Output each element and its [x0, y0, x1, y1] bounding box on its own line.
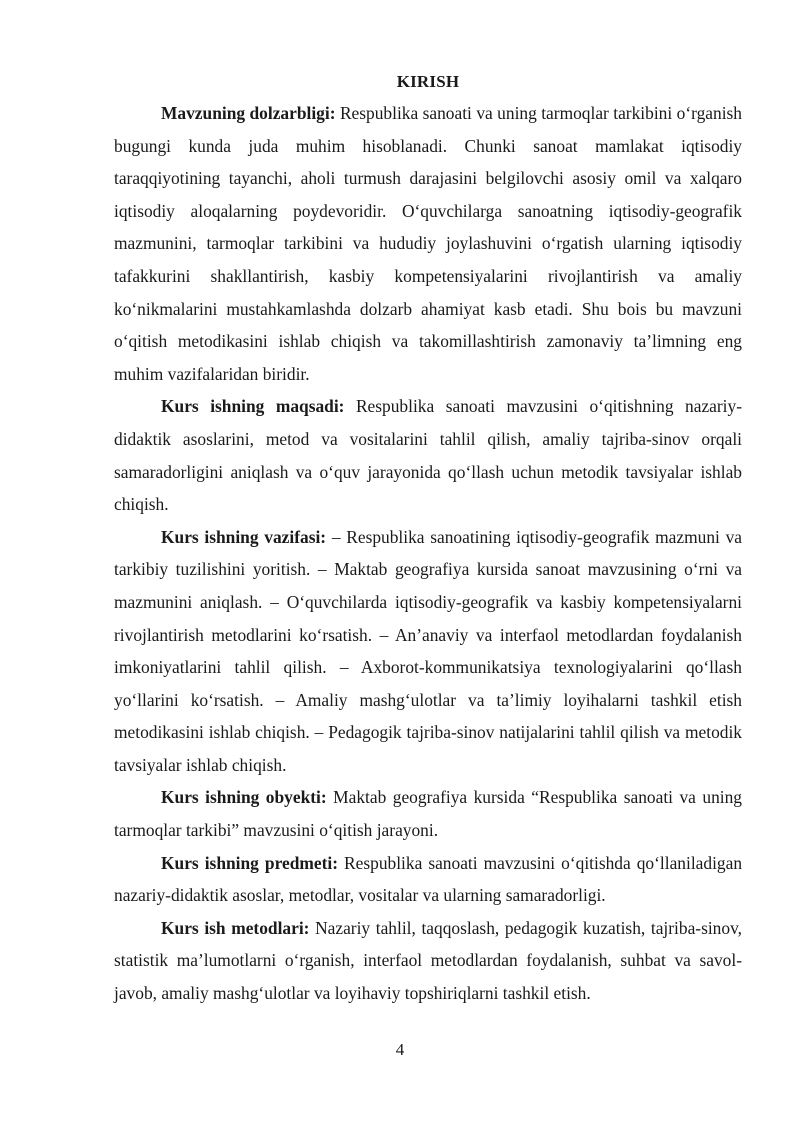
paragraph-label: Kurs ishning vazifasi: — [161, 526, 327, 547]
paragraph-text: Maktab geografiya kursida “Respublika sanoati va uning tarmoqlar tarkibi” mavzusini o‘qitish jarayoni. — [114, 787, 743, 841]
section-heading: KIRISH — [396, 72, 460, 91]
paragraph-goal — [114, 390, 742, 520]
paragraph-tasks — [114, 521, 742, 782]
paragraph-label: Kurs ish metodlari: — [161, 917, 310, 938]
document-page — [114, 72, 742, 1010]
page-number: 4 — [395, 1040, 405, 1059]
paragraph-text: Nazariy tahlil, taqqoslash, pedagogik kuzatish, tajriba-sinov, statistik ma’lumotlarni o‘rganish, interfaol metodlardan foydalanish, suhbat va savol-javob, amaliy mashg‘ulotlar va loyihaviy topshiriqlarni tashkil etish. — [114, 917, 742, 1004]
paragraph-text: Respublika sanoati mavzusini o‘qitishning nazariy-didaktik asoslarini, metod va vositalarini tahlil qilish, amaliy tajriba-sinov orqali samaradorligini aniqlash va o‘quv jarayonida qo‘llash uchun metodik tavsiyalar ishlab chiqish. — [114, 396, 742, 515]
paragraph-label: Kurs ishning obyekti: — [161, 787, 327, 808]
paragraph-text: Respublika sanoati va uning tarmoqlar tarkibini o‘rganish bugungi kunda juda muhim hisoblanadi. Chunki sanoat mamlakat iqtisodiy taraqqiyotining tayanchi, aholi turmush darajasini belgilovchi asosiy omil va xalqaro iqtisodiy aloqalarning poydevoridir. O‘quvchilarga sanoatning iqtisodiy-geografik mazmunini, tarmoqlar tarkibini va hududiy joylashuvini o‘rgatish ularning iqtisodiy tafakkurini shakllantirish, kasbiy kompetensiyalarini rivojlantirish va amaliy ko‘nikmalarini mustahkamlashda dolzarb ahamiyat kasb etadi. Shu bois bu mavzuni o‘qitish metodikasini ishlab chiqish va takomillashtirish zamonaviy ta’limning eng muhim vazifalaridan biridir. — [114, 103, 742, 384]
paragraph-object — [114, 781, 742, 846]
paragraph-text: Respublika sanoati mavzusini o‘qitishda qo‘llaniladigan nazariy-didaktik asoslar, metodlar, vositalar va ularning samaradorligi. — [114, 852, 743, 906]
paragraph-subject — [114, 847, 742, 912]
paragraph-text: – Respublika sanoatining iqtisodiy-geografik mazmuni va tarkibiy tuzilishini yoritish. – Maktab geografiya kursida sanoat mavzusining o‘rni va mazmunini aniqlash. – O‘quvchilarda iqtisodiy-geografik va kasbiy kompetensiyalarni rivojlantirish metodlarini ko‘rsatish. – An’anaviy va interfaol metodlardan foydalanish imkoniyatlarini tahlil qilish. – Axborot-kommunikatsiya texnologiyalarini qo‘llash yo‘llarini ko‘rsatish. – Amaliy mashg‘ulotlar va ta’limiy loyihalarni tashkil etish metodikasini ishlab chiqish. – Pedagogik tajriba-sinov natijalarini tahlil qilish va metodik tavsiyalar ishlab chiqish. — [114, 526, 743, 775]
paragraph-label: Kurs ishning predmeti: — [161, 852, 338, 873]
paragraph-label: Kurs ishning maqsadi: — [161, 396, 345, 417]
paragraph-label: Mavzuning dolzarbligi: — [161, 103, 336, 123]
paragraph-relevance — [114, 97, 742, 390]
paragraph-methods — [114, 912, 742, 1010]
